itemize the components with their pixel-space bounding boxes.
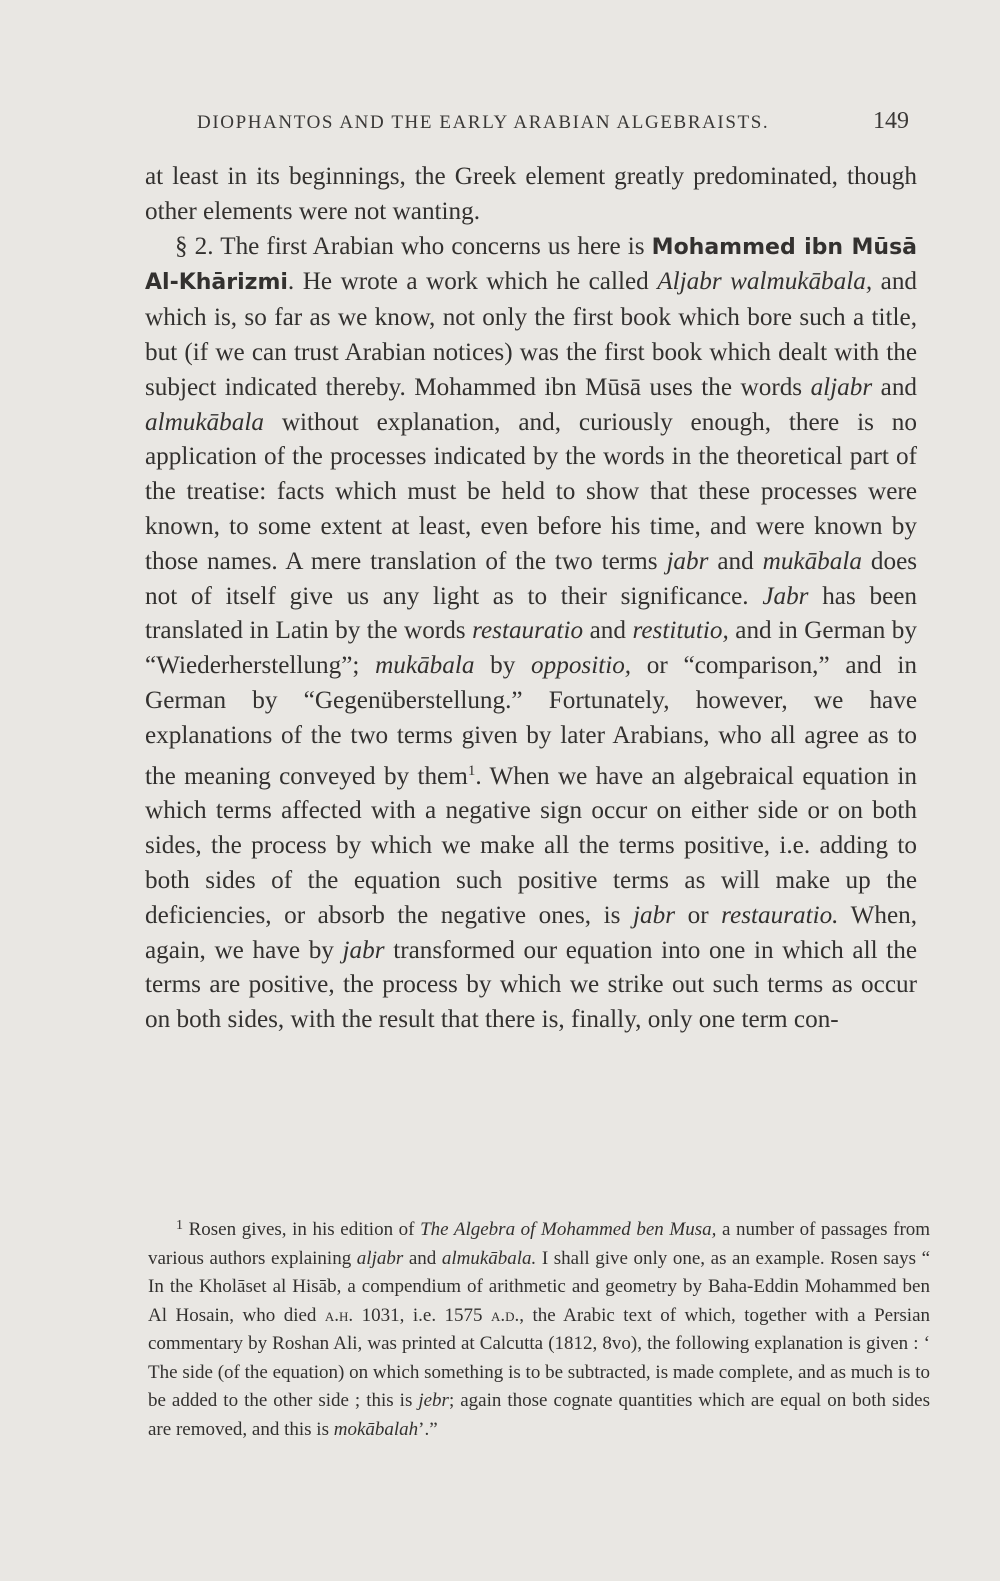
running-head (197, 108, 917, 134)
work-title: Aljabr walmukābala, (657, 268, 873, 296)
text-run: transformed our equation into one in which all the terms are positive, the process by which we strike out such terms as occur on both sides, with the result that there is, finally, only one term con- (145, 936, 918, 1034)
term-italic: jabr (633, 901, 676, 929)
term-italic: almukābala (145, 408, 264, 436)
term-italic: aljabr (810, 373, 873, 401)
text-run: does not of itself give us any light as to their significance. (145, 547, 918, 610)
text-run: and (589, 617, 626, 645)
term-italic: restauratio. (721, 901, 839, 929)
text-run: I shall give only one, as an example. Rosen says “ In the Kholāset al Hisāb, a compendium of arithmetic and geometry by Baha-Eddin Mohammed ben Al Hosain, who died (148, 1247, 931, 1326)
era-abbrev: a.d. (491, 1304, 520, 1326)
cited-title: The Algebra of Mohammed ben Musa, (420, 1219, 717, 1240)
paragraph-2 (145, 230, 917, 1038)
text-run: and (408, 1247, 437, 1269)
footnote-1 (148, 1212, 930, 1444)
term-italic: jebr (418, 1390, 449, 1411)
era-abbrev: a.h. (324, 1304, 354, 1326)
text-run: or (687, 901, 709, 929)
text-run: without explanation, and, curiously enough, there is no application of the processes indicated by the words in the theoretical part of the treatise: facts which must be held to show that these processes were known, to some extent at least, even before his time, and were known by those names. A mere translation of the two terms (145, 408, 917, 575)
term-italic: mokābalah (333, 1418, 419, 1440)
term-italic: almukābala. (441, 1247, 537, 1269)
text-run: and (880, 373, 918, 401)
paragraph-1 (145, 160, 917, 230)
running-title: DIOPHANTOS AND THE EARLY ARABIAN ALGEBRAISTS. (197, 112, 770, 133)
text-run: When, again, we have by (145, 901, 918, 964)
text-run: , the Arabic text of which, together with a Persian commentary by Roshan Ali, was printed at Calcutta (1812, 8vo), the following explanation is given : ‘ The side (of the equation) on which something is to be subtracted, is made complete, and as much is to be added to the other side ; this is (148, 1304, 931, 1411)
text-run: by (490, 652, 516, 680)
term-italic: restauratio (472, 617, 584, 645)
footnote-mark: 1 (176, 1218, 183, 1233)
text-run: 1031, i.e. 1575 (361, 1304, 483, 1326)
term-italic: restitutio, (632, 617, 729, 645)
term-italic: jabr (342, 936, 385, 964)
term-italic: oppositio, (531, 652, 632, 680)
text-run: The first Arabian who concerns us here is (220, 232, 645, 260)
text-run: . He wrote a work which he called (287, 268, 649, 296)
section-mark: § 2. (175, 232, 214, 260)
term-italic: aljabr (356, 1247, 404, 1269)
text-run: Rosen gives, in his edition of (188, 1219, 415, 1240)
paragraph-1-text: at least in its beginnings, the Greek element greatly predominated, though other elements were not wanting. (145, 163, 917, 225)
author-name: Mohammed ibn Mūsā Al-Khārizmi (145, 234, 918, 296)
text-run: or “comparison,” and in German by “Gegenüberstellung.” Fortunately, however, we have explanations of the two terms given by later Arabians, who all agree as to the meaning conveyed by them (145, 652, 918, 790)
text-run: and which is, so far as we know, not only the first book which bore such a title, but (if we can trust Arabian notices) was the first book which dealt with the subject indicated thereby. Mohammed ibn Mūsā uses the words (145, 268, 918, 401)
page-number: 149 (873, 108, 909, 134)
term-italic: mukābala (375, 652, 475, 680)
text-run: and (717, 547, 754, 575)
text-run: ; again those cognate quantities which are equal on both sides are removed, and this is (148, 1390, 930, 1440)
footnote-reference[interactable]: 1 (467, 762, 476, 779)
text-run: ’.” (418, 1418, 438, 1440)
term-italic: mukābala (762, 547, 862, 575)
term-italic: Jabr (762, 582, 809, 610)
body-text (145, 160, 917, 1038)
footnote-block (148, 1212, 930, 1444)
text-run: has been translated in Latin by the words (145, 582, 918, 645)
term-italic: jabr (666, 547, 709, 575)
text-run: and in German by “Wiederherstellung”; (145, 617, 917, 680)
text-run: . When we have an algebraical equation in which terms affected with a negative sign occur on either side or on both sides, the process by which we make all the terms positive, i.e. adding to both sides of the equation such positive terms as will make up the deficiencies, or absorb the negative ones, is (145, 762, 917, 929)
text-run: a number of passages from various authors explaining (148, 1219, 931, 1269)
